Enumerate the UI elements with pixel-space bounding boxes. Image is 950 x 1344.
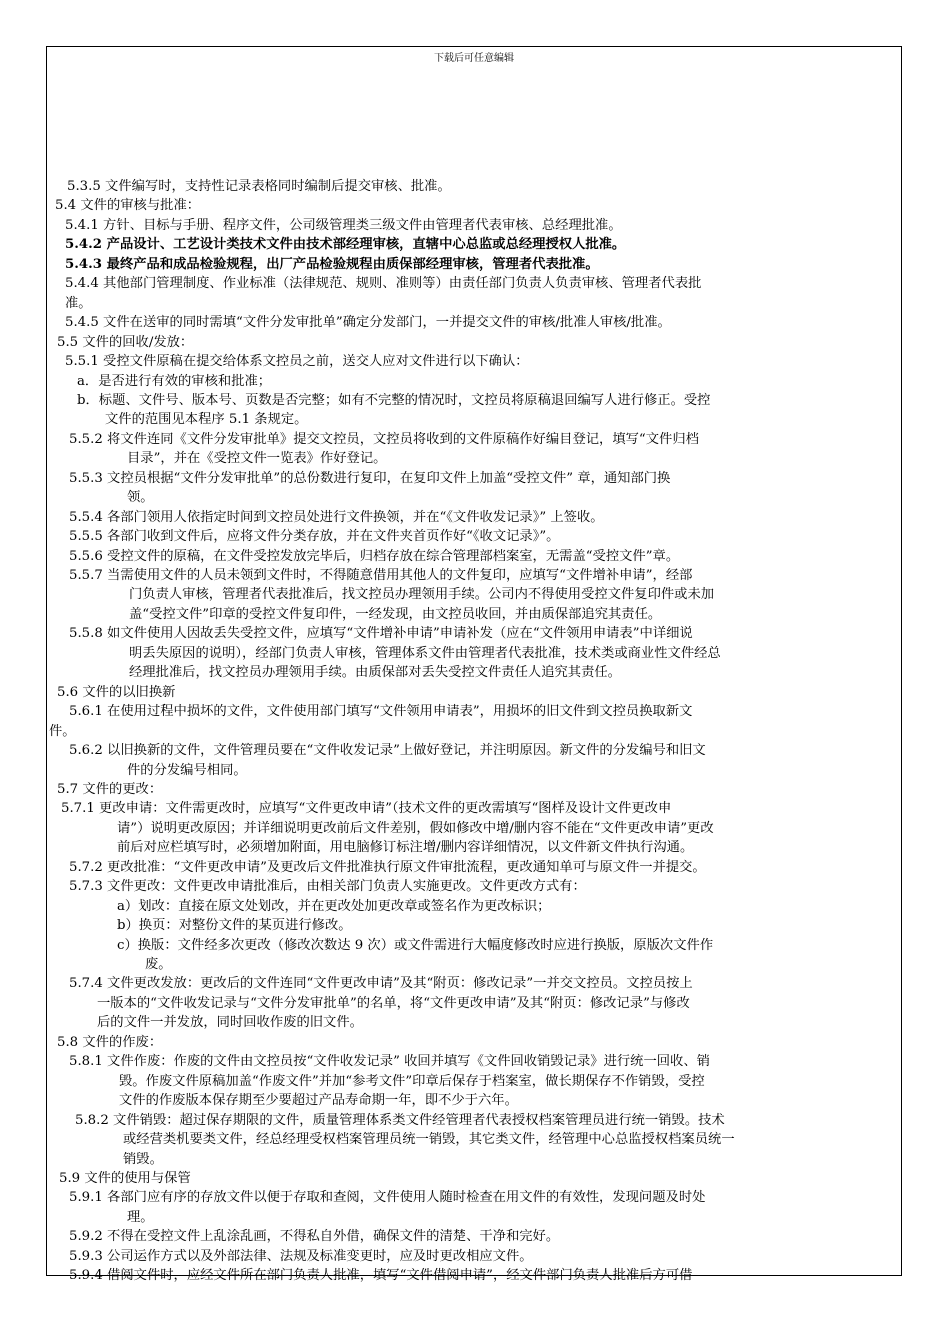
text-line: 5.9.4 借阅文件时，应经文件所在部门负责人批准，填写“文件借阅申请”，经文件部门负责人批准后方可借	[69, 1268, 693, 1284]
text-line: 5.9.1 各部门应有序的存放文件以便于存取和查阅，文件使用人随时检查在用文件的有效性，发现问题及时处	[69, 1190, 706, 1206]
text-line: c）换版：文件经多次更改（修改次数达 9 次）或文件需进行大幅度修改时应进行换版，原版次文件作	[117, 937, 714, 953]
text-line: 5.6.1 在使用过程中损坏的文件，文件使用部门填写“文件领用申请表”，用损坏的旧文件到文控员换取新文	[69, 704, 693, 720]
text-line: 或经营类机要类文件，经总经理受权档案管理员统一销毁，其它类文件，经管理中心总监授权档案员统一	[123, 1132, 735, 1148]
text-line: 门负责人审核，管理者代表批准后，找文控员办理领用手续。公司内不得使用受控文件复印件或未加	[129, 587, 715, 603]
text-line: 5.5.7 当需使用文件的人员未领到文件时，不得随意借用其他人的文件复印，应填写“文件增补申请”，经部	[69, 568, 693, 583]
text-line: 5.4 文件的审核与批准：	[55, 198, 201, 214]
text-line: 销毁。	[123, 1151, 163, 1167]
text-line: 5.7.3 文件更改：文件更改申请批准后，由相关部门负责人实施更改。文件更改方式有：	[69, 879, 586, 895]
text-line: 经理批准后，找文控员办理领用手续。由质保部对丢失受控文件责任人追究其责任。	[129, 665, 621, 681]
text-line: 5.3.5 文件编写时，支持性记录表格同时编制后提交审核、批准。	[67, 179, 451, 194]
text-line: 5.4.3 最终产品和成品检验规程，出厂产品检验规程由质保部经理审核，管理者代表批准。	[65, 256, 599, 272]
text-line: 5.5.2 将文件连同《文件分发审批单》提交文控员，文控员将收到的文件原稿作好编目登记，填写“文件归档	[69, 431, 699, 447]
text-line: b．标题、文件号、版本号、页数是否完整；如有不完整的情况时，文控员将原稿退回编写人进行修正。受控	[77, 392, 711, 408]
text-line: 请”）说明更改原因；并详细说明更改前后文件差别，假如修改中增/删内容不能在“文件更改申请”更改	[117, 820, 714, 836]
text-line: 5.4.2 产品设计、工艺设计类技术文件由技术部经理审核，直辖中心总监或总经理授权人批准。	[65, 237, 626, 253]
page-header: 下载后可任意编辑	[434, 53, 514, 64]
text-line: 5.5.6 受控文件的原稿，在文件受控发放完毕后，归档存放在综合管理部档案室，无需盖“受控文件”章。	[69, 548, 680, 564]
text-line: 5.8 文件的作废：	[57, 1034, 163, 1050]
text-line: 件。	[49, 723, 76, 739]
text-line: 5.5.8 如文件使用人因故丢失受控文件，应填写“文件增补申请”申请补发（应在“文件领用申请表”中详细说	[69, 626, 693, 642]
text-line: 准。	[65, 295, 92, 311]
text-line: 理。	[127, 1209, 154, 1225]
text-line: 文件的范围见本程序 5.1 条规定。	[105, 412, 308, 428]
text-line: 5.6.2 以旧换新的文件，文件管理员要在“文件收发记录”上做好登记，并注明原因。新文件的分发编号和旧文	[69, 743, 706, 759]
text-line: 5.4.4 其他部门管理制度、作业标准（法律规范、规则、准则等）由责任部门负责人负责审核、管理者代表批	[65, 276, 702, 292]
text-line: a．是否进行有效的审核和批准；	[77, 373, 272, 389]
text-line: 毁。作废文件原稿加盖“作废文件”并加“参考文件”印章后保存于档案室，做长期保存不作销毁，受控	[119, 1073, 705, 1089]
text-line: 一版本的“文件收发记录与“文件分发审批单”的名单，将“文件更改申请”及其“附页：修改记录”与修改	[97, 995, 690, 1011]
text-line: 废。	[145, 957, 172, 972]
document-frame	[46, 46, 902, 1284]
text-line: 5.5.1 受控文件原稿在提交给体系文控员之前，送交人应对文件进行以下确认：	[65, 354, 529, 370]
text-line: 前后对应栏填写时，必须增加附面，用电脑修订标注增/删内容详细情况，以文件新文件执行沟通。	[117, 840, 694, 856]
text-line: 5.4.5 文件在送审的同时需填“文件分发审批单”确定分发部门，一并提交文件的审核/批准人审核/批准。	[65, 315, 671, 331]
text-line: a）划改：直接在原文处划改，并在更改处加更改章或签名作为更改标识；	[117, 898, 551, 914]
text-line: 5.7.2 更改批准：“文件更改申请”及更改后文件批准执行原文件审批流程，更改通知单可与原文件一并提交。	[69, 859, 706, 875]
text-line: 5.5.3 文控员根据“文件分发审批单”的总份数进行复印，在复印文件上加盖“受控文件” 章，通知部门换	[69, 470, 671, 486]
text-line: 5.9.2 不得在受控文件上乱涂乱画，不得私自外借，确保文件的清楚、干净和完好。	[69, 1229, 560, 1245]
text-line: 5.5.5 各部门收到文件后，应将文件分类存放，并在文件夹首页作好“《收文记录》”。	[69, 529, 560, 545]
text-line: 5.7.4 文件更改发放：更改后的文件连同“文件更改申请”及其“附页：修改记录”一并交文控员。文控员按上	[69, 976, 693, 992]
text-line: 5.7.1 更改申请：文件需更改时，应填写“文件更改申请”（技术文件的更改需填写“图样及设计文件更改申	[61, 801, 672, 817]
text-line: 5.6 文件的以旧换新	[57, 684, 176, 700]
text-line: 5.9.3 公司运作方式以及外部法律、法规及标准变更时，应及时更改相应文件。	[69, 1248, 533, 1264]
text-line: b）换页：对整份文件的某页进行修改。	[117, 918, 352, 934]
text-line: 5.9 文件的使用与保管	[59, 1170, 191, 1186]
text-line: 5.5.4 各部门领用人依指定时间到文控员处进行文件换领，并在“《文件收发记录》” 上签收。	[69, 509, 604, 525]
text-line: 明丢失原因的说明），经部门负责人审核，管理体系文件由管理者代表批准，技术类或商业性文件经总	[129, 645, 721, 661]
text-line: 后的文件一并发放，同时回收作废的旧文件。	[97, 1015, 363, 1031]
text-line: 目录”，并在《受控文件一览表》作好登记。	[127, 451, 387, 467]
text-line: 5.8.1 文件作废：作废的文件由文控员按“文件收发记录” 收回并填写《文件回收销毁记录》进行统一回收、销	[69, 1054, 710, 1070]
text-line: 5.7 文件的更改：	[57, 781, 163, 797]
text-line: 5.5 文件的回收/发放：	[57, 334, 194, 350]
text-line: 盖“受控文件”印章的受控文件复印件，一经发现，由文控员收回，并由质保部追究其责任。	[129, 606, 662, 622]
text-line: 文件的作废版本保存期至少要超过产品寿命期一年，即不少于六年。	[119, 1093, 518, 1109]
text-line: 5.8.2 文件销毁：超过保存期限的文件，质量管理体系类文件经管理者代表授权档案管理员进行统一销毁。技术	[75, 1112, 725, 1128]
text-line: 件的分发编号相同。	[127, 762, 247, 778]
text-line: 5.4.1 方针、目标与手册、程序文件，公司级管理类三级文件由管理者代表审核、总经理批准。	[65, 217, 622, 233]
text-line: 领。	[127, 490, 154, 506]
